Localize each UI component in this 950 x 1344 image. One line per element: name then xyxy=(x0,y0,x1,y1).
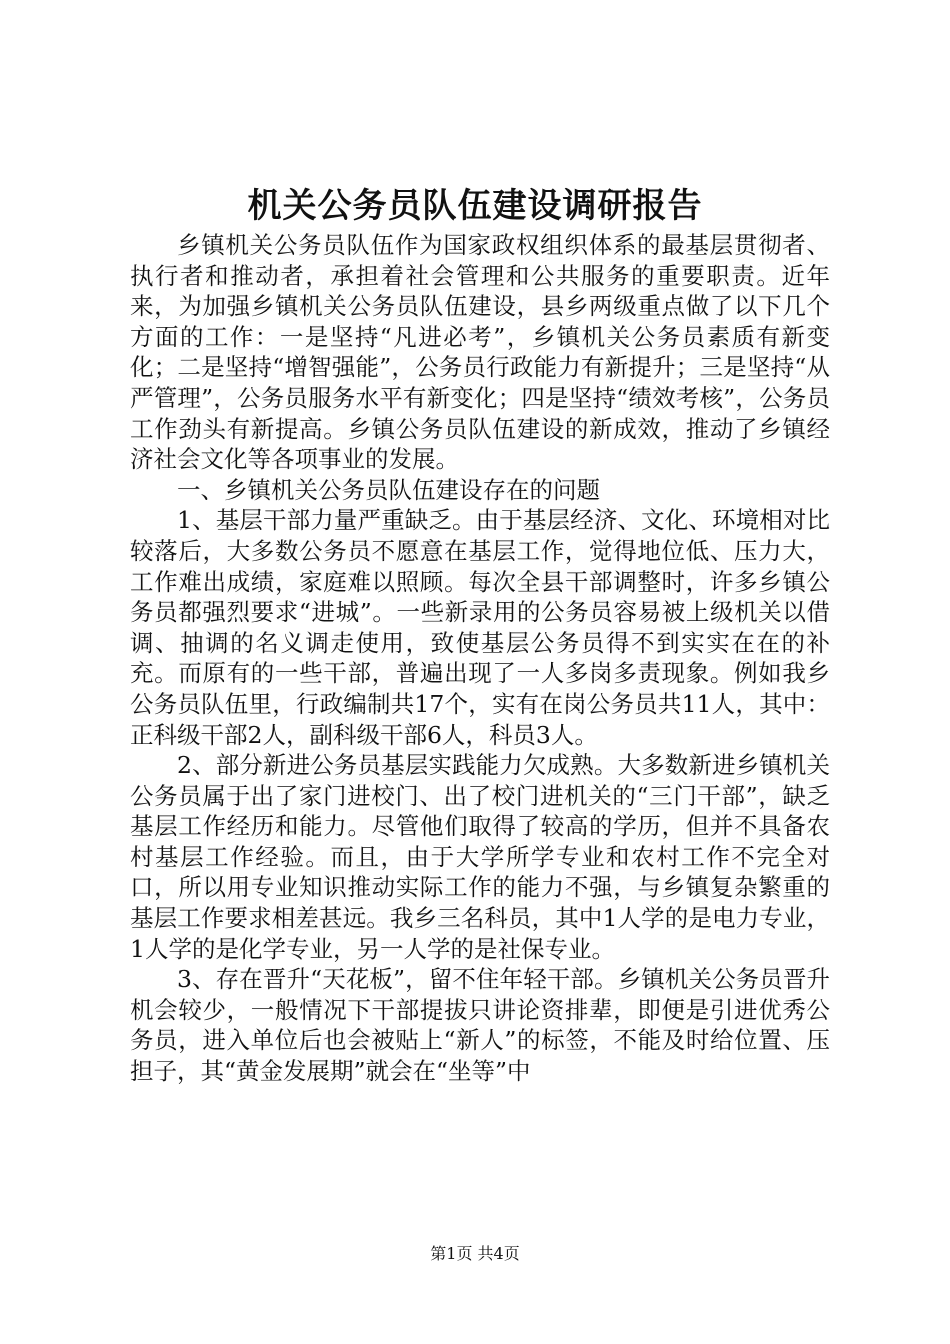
paragraph-intro: 乡镇机关公务员队伍作为国家政权组织体系的最基层贯彻者、执行者和推动者，承担着社会管理和公共服务的重要职责。近年来，为加强乡镇机关公务员队伍建设，县乡两级重点做了以下几个方面的工作：一是坚持“凡进必考”，乡镇机关公务员素质有新变化；二是坚持“增智强能”，公务员行政能力有新提升；三是坚持“从严管理”，公务员服务水平有新变化；四是坚持“绩效考核”，公务员工作劲头有新提高。乡镇公务员队伍建设的新成效，推动了乡镇经济社会文化等各项事业的发展。 xyxy=(130,231,830,474)
page-number-footer: 第1页 共4页 xyxy=(430,1244,520,1263)
paragraph-point-1: 1、基层干部力量严重缺乏。由于基层经济、文化、环境相对比较落后，大多数公务员不愿意在基层工作，觉得地位低、压力大，工作难出成绩，家庭难以照顾。每次全县干部调整时，许多乡镇公务员都强烈要求“进城”。一些新录用的公务员容易被上级机关以借调、抽调的名义调走使用，致使基层公务员得不到实实在在的补充。而原有的一些干部，普遍出现了一人多岗多责现象。例如我乡公务员队伍里，行政编制共17个，实有在岗公务员共11人，其中：正科级干部2人，副科级干部6人，科员3人。 xyxy=(130,506,830,749)
paragraph-point-2: 2、部分新进公务员基层实践能力欠成熟。大多数新进乡镇机关公务员属于出了家门进校门、出了校门进机关的“三门干部”，缺乏基层工作经历和能力。尽管他们取得了较高的学历，但并不具备农村基层工作经验。而且，由于大学所学专业和农村工作不完全对口，所以用专业知识推动实际工作的能力不强，与乡镇复杂繁重的基层工作要求相差甚远。我乡三名科员，其中1人学的是电力专业，1人学的是化学专业，另一人学的是社保专业。 xyxy=(130,751,830,963)
paragraph-point-3: 3、存在晋升“天花板”，留不住年轻干部。乡镇机关公务员晋升机会较少，一般情况下干部提拔只讲论资排辈，即便是引进优秀公务员，进入单位后也会被贴上“新人”的标签，不能及时给位置、压担子，其“黄金发展期”就会在“坐等”中 xyxy=(130,965,830,1086)
document-title: 机关公务员队伍建设调研报告 xyxy=(247,186,703,226)
section-heading-problems: 一、乡镇机关公务员队伍建设存在的问题 xyxy=(177,475,600,504)
document-body xyxy=(130,230,830,1087)
